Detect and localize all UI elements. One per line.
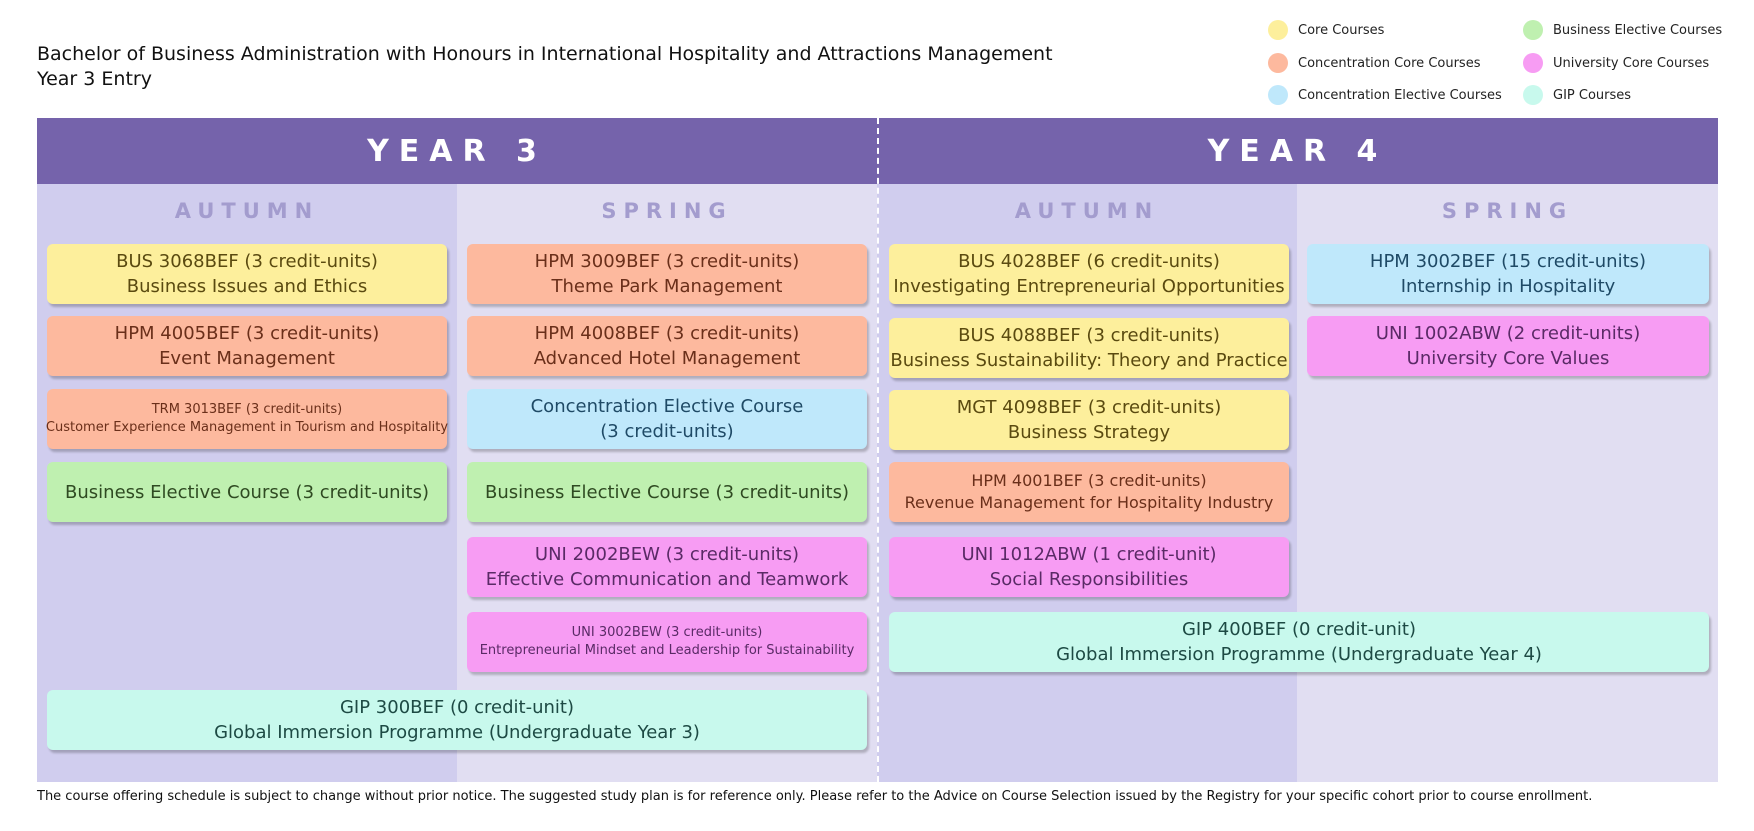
course-mgt4098bef: [889, 390, 1289, 450]
course-code: Concentration Elective Course: [530, 396, 804, 417]
legend-label: Business Elective Courses: [1553, 22, 1723, 38]
course-business-elective-y3s: [467, 462, 867, 522]
course-title: Revenue Management for Hospitality Industry: [904, 493, 1274, 512]
legend-dot: [1268, 20, 1288, 40]
course-uni2002bew: [467, 537, 867, 597]
legend-label: Concentration Elective Courses: [1298, 87, 1502, 103]
legend-gip: [1523, 85, 1631, 105]
course-code: HPM 3009BEF (3 credit-units): [534, 251, 800, 272]
course-gip400bef: [889, 612, 1709, 672]
course-code: UNI 3002BEW (3 credit-units): [571, 625, 763, 640]
year4-spring-label: SPRING: [1441, 199, 1574, 223]
legend-dot: [1268, 53, 1288, 73]
year-divider: [877, 118, 879, 782]
course-title: Global Immersion Programme (Undergraduate Year 3): [214, 722, 700, 743]
study-plan-title: [37, 42, 1053, 92]
year3-autumn-label: AUTUMN: [174, 199, 320, 223]
course-title: (3 credit-units): [600, 421, 734, 442]
legend-university-core: [1523, 53, 1709, 73]
legend-label: GIP Courses: [1553, 87, 1632, 103]
study-plan-grid: [37, 118, 1718, 782]
course-code: HPM 4001BEF (3 credit-units): [971, 471, 1207, 490]
legend-business-elective: [1523, 20, 1722, 40]
legend-label: Core Courses: [1298, 22, 1385, 38]
course-code: GIP 300BEF (0 credit-unit): [339, 697, 575, 718]
course-title: Event Management: [159, 348, 335, 369]
course-title: Investigating Entrepreneurial Opportunities: [893, 276, 1285, 297]
programme-name: Bachelor of Business Administration with Honours in International Hospitality and Attractions Management: [37, 43, 1053, 65]
year3-header: YEAR 3: [37, 118, 877, 184]
course-hpm4005bef: [47, 316, 447, 376]
course-title: Business Strategy: [1007, 422, 1171, 443]
entry-year: Year 3 Entry: [37, 68, 152, 90]
course-title: Business Issues and Ethics: [126, 276, 368, 297]
course-title: Global Immersion Programme (Undergraduate Year 4): [1056, 644, 1542, 665]
course-bus3068bef: [47, 244, 447, 304]
course-code: BUS 4028BEF (6 credit-units): [958, 251, 1220, 272]
course-title: Entrepreneurial Mindset and Leadership for Sustainability: [479, 643, 855, 658]
course-gip300bef: [47, 690, 867, 750]
legend-concentration-core: [1268, 53, 1480, 73]
course-title: Social Responsibilities: [989, 569, 1189, 590]
legend-dot: [1523, 20, 1543, 40]
course-bus4088bef: [889, 318, 1289, 378]
course-code: GIP 400BEF (0 credit-unit): [1181, 619, 1417, 640]
course-code: HPM 4005BEF (3 credit-units): [114, 323, 380, 344]
course-hpm3002bef: [1307, 244, 1709, 304]
course-code: BUS 3068BEF (3 credit-units): [116, 251, 378, 272]
course-title: University Core Values: [1406, 348, 1610, 369]
course-code: UNI 1002ABW (2 credit-units): [1375, 323, 1641, 344]
course-code: Business Elective Course (3 credit-units): [65, 481, 429, 503]
legend-dot: [1268, 85, 1288, 105]
year4-autumn-label: AUTUMN: [1014, 199, 1160, 223]
legend-concentration-elective: [1268, 85, 1502, 105]
course-trm3013bef: [47, 389, 447, 449]
course-code: UNI 2002BEW (3 credit-units): [534, 544, 800, 565]
course-title: Advanced Hotel Management: [533, 348, 801, 369]
course-code: TRM 3013BEF (3 credit-units): [151, 402, 343, 417]
disclaimer-note: The course offering schedule is subject to change without prior notice. The suggested study plan is for reference only. Please refer to the Advice on Course Selection issued by the Registry for your specific cohort prior to course enrollment.: [37, 789, 1593, 804]
legend-core: [1268, 20, 1384, 40]
course-code: UNI 1012ABW (1 credit-unit): [961, 544, 1217, 565]
legend-dot: [1523, 53, 1543, 73]
course-title: Theme Park Management: [551, 276, 783, 297]
course-code: HPM 4008BEF (3 credit-units): [534, 323, 800, 344]
year3-spring-label: SPRING: [601, 199, 733, 223]
year4-header: YEAR 4: [877, 118, 1718, 184]
course-business-elective-y3a: [47, 462, 447, 522]
legend-label: Concentration Core Courses: [1298, 55, 1481, 71]
course-uni1002abw: [1307, 316, 1709, 376]
course-hpm3009bef: [467, 244, 867, 304]
course-code: MGT 4098BEF (3 credit-units): [956, 397, 1222, 418]
course-code: Business Elective Course (3 credit-units): [485, 481, 849, 503]
legend-dot: [1523, 85, 1543, 105]
course-title: Business Sustainability: Theory and Practice: [890, 350, 1288, 371]
course-uni3002bew: [467, 612, 867, 672]
course-uni1012abw: [889, 537, 1289, 597]
course-title: Internship in Hospitality: [1400, 276, 1616, 297]
course-title: Customer Experience Management in Tourism and Hospitality: [45, 420, 449, 435]
course-bus4028bef: [889, 244, 1289, 304]
course-code: HPM 3002BEF (15 credit-units): [1369, 251, 1647, 272]
legend-label: University Core Courses: [1553, 55, 1710, 71]
course-code: BUS 4088BEF (3 credit-units): [958, 325, 1220, 346]
course-hpm4008bef: [467, 316, 867, 376]
course-title: Effective Communication and Teamwork: [485, 569, 849, 590]
course-concentration-elective-y3s: [467, 389, 867, 449]
course-hpm4001bef: [889, 462, 1289, 522]
